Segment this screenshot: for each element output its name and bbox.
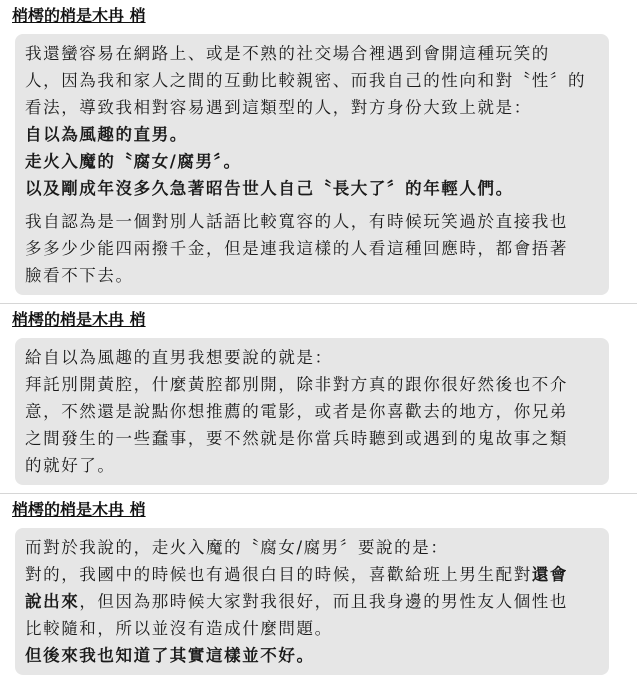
- text-line: [25, 534, 599, 561]
- text-line: [25, 148, 599, 175]
- text-line: [25, 175, 599, 202]
- text-line: [25, 67, 599, 94]
- text: 我還蠻容易在網路上、或是不熟的社交場合裡遇到會開這種玩笑的: [25, 44, 550, 63]
- text-line: [25, 398, 599, 425]
- post-paragraph: [25, 534, 599, 669]
- post: [0, 304, 637, 494]
- post: [0, 0, 637, 304]
- text: 我自認為是一個對別人話語比較寬容的人，有時候玩笑過於直接我也: [25, 212, 568, 231]
- text-line: [25, 561, 599, 588]
- text: 比較隨和，所以並沒有造成什麼問題。: [25, 619, 333, 638]
- text-line: [25, 588, 599, 615]
- text: 的就好了。: [25, 456, 116, 475]
- post-body: [15, 34, 609, 295]
- text: 人，因為我和家人之間的互動比較親密、而我自己的性向和對〝性〞的: [25, 71, 587, 90]
- text: 多多少少能四兩撥千金，但是連我這樣的人看這種回應時，都會捂著: [25, 239, 568, 258]
- post-body: [15, 338, 609, 485]
- text-line: [25, 121, 599, 148]
- text-line: [25, 262, 599, 289]
- text: 拜託別開黃腔，什麼黃腔都別開，除非對方真的跟你很好然後也不介: [25, 375, 568, 394]
- post-paragraph: [25, 344, 599, 479]
- post-paragraph: [25, 40, 599, 202]
- text-line: [25, 208, 599, 235]
- post-body: [15, 528, 609, 675]
- text-line: [25, 40, 599, 67]
- text-line: [25, 371, 599, 398]
- post-paragraph: [25, 208, 599, 289]
- bold-text: 以及剛成年沒多久急著昭告世人自己〝長大了〞的年輕人們。: [25, 179, 514, 198]
- text: 對的，我國中的時候也有過很白目的時候，喜歡給班上男生配對: [25, 565, 532, 584]
- text: 意，不然還是說點你想推薦的電影，或者是你喜歡去的地方，你兄弟: [25, 402, 568, 421]
- text-line: [25, 425, 599, 452]
- text: 而對於我說的，走火入魔的〝腐女/腐男〞要說的是：: [25, 538, 449, 557]
- bold-text: 自以為風趣的直男。: [25, 125, 188, 144]
- post: [0, 494, 637, 683]
- text: 看法，導致我相對容易遇到這類型的人，對方身份大致上就是：: [25, 98, 532, 117]
- text-line: [25, 452, 599, 479]
- text-line: [25, 615, 599, 642]
- post-author-link[interactable]: 梢樗的梢是木冉 梢: [12, 310, 146, 329]
- bold-text: 走火入魔的〝腐女/腐男〞。: [25, 152, 242, 171]
- text: 給自以為風趣的直男我想要說的就是：: [25, 348, 333, 367]
- post-author-link[interactable]: 梢樗的梢是木冉 梢: [12, 500, 146, 519]
- text-line: [25, 642, 599, 669]
- bold-text: 還會: [531, 565, 569, 584]
- text-line: [25, 94, 599, 121]
- text-line: [25, 235, 599, 262]
- bold-text: 說出來: [25, 592, 80, 611]
- text: 臉看不下去。: [25, 266, 134, 285]
- text-line: [25, 344, 599, 371]
- bold-text: 但後來我也知道了其實這樣並不好。: [25, 646, 315, 665]
- text: ，但因為那時候大家對我很好，而且我身邊的男性友人個性也: [79, 592, 569, 611]
- post-author-link[interactable]: 梢樗的梢是木冉 梢: [12, 6, 146, 25]
- text: 之間發生的一些蠢事，要不然就是你當兵時聽到或遇到的鬼故事之類: [25, 429, 568, 448]
